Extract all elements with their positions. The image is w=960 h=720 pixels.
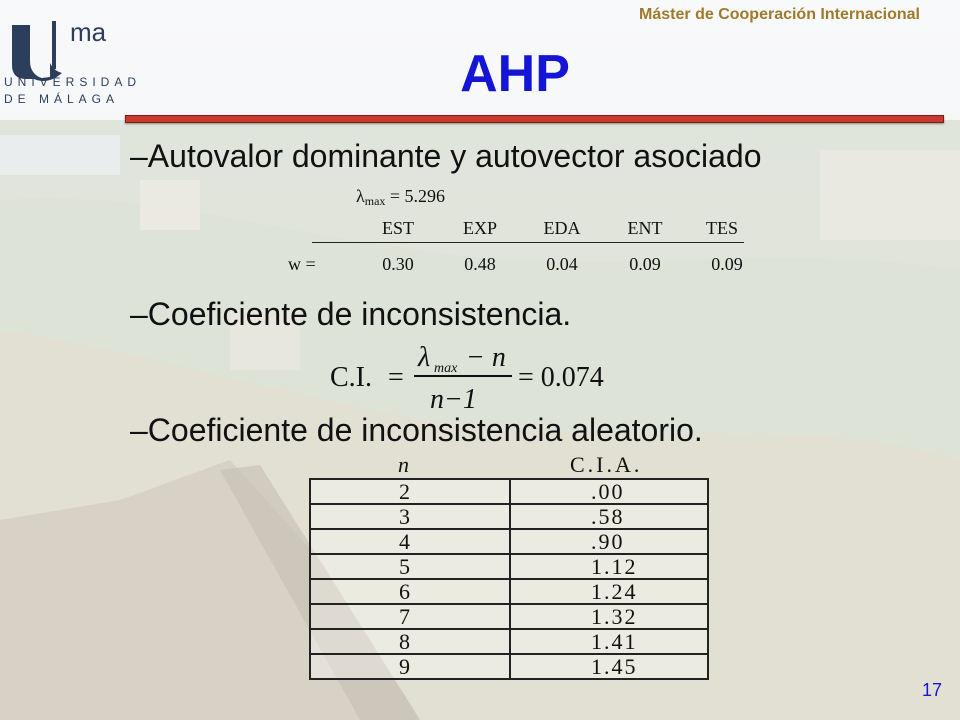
bullet-dominant-eigenvalue: –Autovalor dominante y autovector asociado (130, 138, 762, 174)
university-line-2: DE MÁLAGA (4, 92, 120, 106)
table-cell-cia: 1.41 (510, 629, 708, 654)
column-header-n: n (398, 452, 409, 477)
title-divider (125, 115, 944, 123)
formula-lhs: C.I. (330, 362, 372, 393)
formula-lambda: λ (418, 342, 431, 373)
table-cell-cia: 1.24 (510, 579, 708, 604)
page-number: 17 (921, 680, 942, 700)
table-row (310, 604, 708, 629)
table-cell-n: 2 (310, 479, 510, 504)
weight-value: 0.09 (629, 254, 661, 274)
table-cell-n: 3 (310, 504, 510, 529)
column-header: EDA (543, 218, 581, 238)
table-cell-n: 9 (310, 654, 510, 679)
table-cell-cia: 1.45 (510, 654, 708, 679)
column-header-cia: C.I.A. (570, 452, 643, 477)
weight-value: 0.04 (546, 254, 578, 274)
table-row (310, 629, 708, 654)
table-cell-n: 5 (310, 554, 510, 579)
formula-numerator-rest: − n (466, 342, 506, 373)
formula-lambda-sub: max (434, 361, 458, 376)
random-index-table (309, 478, 709, 680)
weights-label: w = (288, 254, 316, 274)
formula-denominator: n−1 (430, 384, 477, 414)
lambda-subscript: max (364, 194, 386, 208)
lambda-symbol: λ (356, 186, 365, 206)
table-row (310, 529, 708, 554)
consistency-index-formula (330, 338, 630, 414)
ci-table-header (310, 452, 710, 478)
table-cell-cia: 1.12 (510, 554, 708, 579)
table-cell-cia: .00 (510, 479, 708, 504)
table-cell-n: 7 (310, 604, 510, 629)
svg-text:=: = (388, 362, 404, 393)
lambda-max-value (356, 186, 445, 209)
column-header: EXP (462, 218, 497, 238)
table-cell-cia: .58 (510, 504, 708, 529)
lambda-number: = 5.296 (385, 186, 446, 206)
weight-value: 0.30 (382, 254, 414, 274)
table-cell-n: 8 (310, 629, 510, 654)
table-row (310, 654, 708, 679)
column-header: TES (705, 218, 738, 238)
table-row (310, 554, 708, 579)
table-cell-n: 6 (310, 579, 510, 604)
logo-mark: ma (70, 17, 107, 47)
weights-vector-row (288, 254, 748, 278)
bullet-consistency-index: –Coeficiente de inconsistencia. (130, 296, 572, 332)
column-header: ENT (627, 218, 663, 238)
university-line-1: UNIVERSIDAD (4, 75, 142, 89)
table-row (310, 579, 708, 604)
column-header: EST (381, 218, 414, 238)
table-row (310, 479, 708, 504)
weights-header-row (312, 218, 744, 243)
table-cell-cia: 1.32 (510, 604, 708, 629)
table-row (310, 504, 708, 529)
program-name: Máster de Cooperación Internacional (639, 6, 920, 23)
table-cell-cia: .90 (510, 529, 708, 554)
weight-value: 0.48 (464, 254, 496, 274)
slide-title: AHP (460, 45, 570, 103)
table-cell-n: 4 (310, 529, 510, 554)
formula-rhs: = 0.074 (518, 362, 604, 393)
weight-value: 0.09 (711, 254, 743, 274)
bullet-random-consistency-index: –Coeficiente de inconsistencia aleatorio. (130, 412, 703, 448)
